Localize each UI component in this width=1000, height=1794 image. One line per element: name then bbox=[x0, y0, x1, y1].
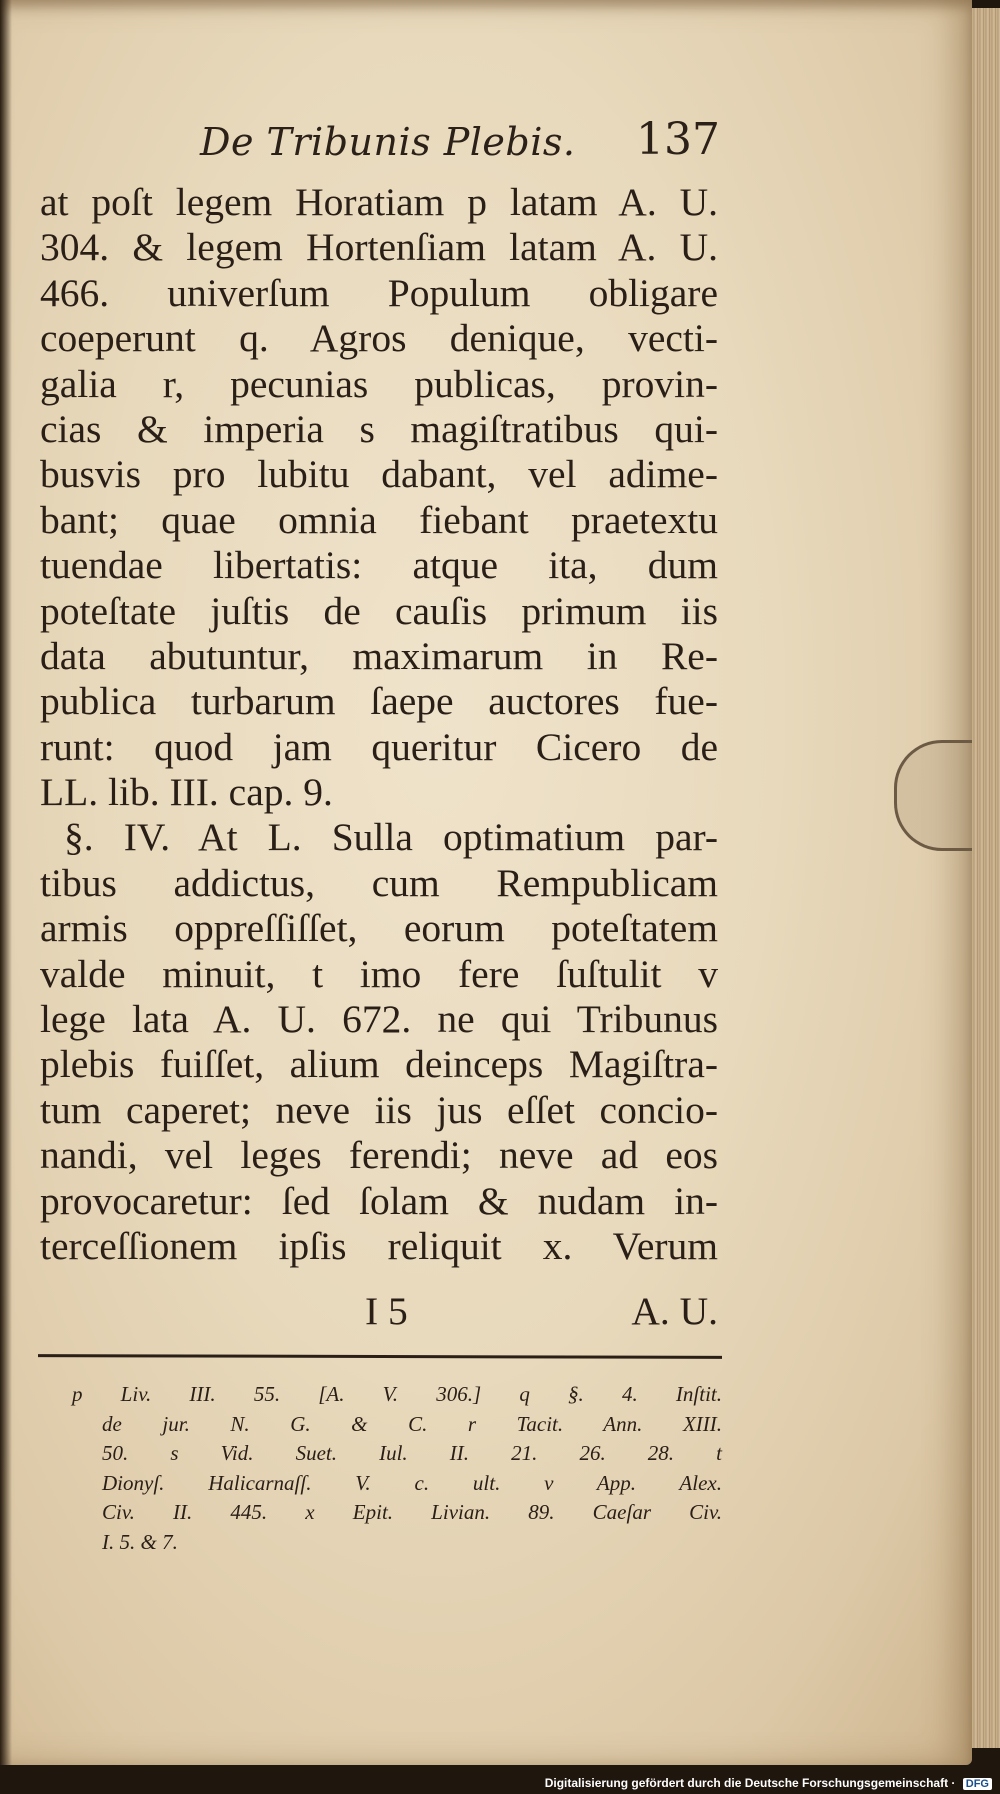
running-head-title: De Tribunis Plebis. bbox=[200, 120, 576, 164]
text-line: valde minuit, t imo fere ſuſtulit v bbox=[40, 951, 718, 996]
main-text bbox=[40, 180, 718, 1269]
signature-mark: I 5 bbox=[365, 1289, 408, 1333]
dfg-logo: DFG bbox=[963, 1778, 992, 1790]
text-line: tuendae libertatis: atque ita, dum bbox=[40, 543, 718, 588]
text-line: terceſſionem ipſis reliquit x. Verum bbox=[40, 1223, 718, 1268]
credit-text: Digitalisierung gefördert durch die Deutsche Forschungsgemeinschaft · bbox=[544, 1776, 956, 1790]
page-clip bbox=[894, 740, 972, 851]
footnote-line: I. 5. & 7. bbox=[102, 1529, 178, 1554]
footnotes bbox=[72, 1380, 722, 1557]
text-line: poteſtate juſtis de cauſis primum iis bbox=[40, 588, 718, 633]
text-line: plebis fuiſſet, alium deinceps Magiſtra- bbox=[40, 1042, 718, 1087]
text-line: publica turbarum ſaepe auctores fue- bbox=[40, 679, 718, 724]
section-heading-line: §. IV. At L. Sulla optimatium par- bbox=[64, 815, 718, 860]
text-line: runt: quod jam queritur Cicero de bbox=[40, 724, 718, 769]
text-line: provocaretur: ſed ſolam & nudam in- bbox=[40, 1178, 718, 1223]
running-head bbox=[200, 110, 720, 170]
text-line: 304. & legem Hortenſiam latam A. U. bbox=[40, 225, 718, 270]
text-line: nandi, vel leges ferendi; neve ad eos bbox=[40, 1133, 718, 1178]
text-line: 466. univerſum Populum obligare bbox=[40, 270, 718, 315]
text-line: coeperunt q. Agros denique, vecti- bbox=[40, 316, 718, 361]
digitization-credit bbox=[545, 1776, 992, 1790]
catchword: A. U. bbox=[631, 1289, 718, 1333]
text-line: tum caperet; neve iis jus eſſet concio- bbox=[40, 1087, 718, 1132]
text-line: busvis pro lubitu dabant, vel adime- bbox=[40, 452, 718, 497]
footnote-line: de jur. N. G. & C. r Tacit. Ann. XIII. bbox=[102, 1411, 722, 1436]
footnote-line: 50. s Vid. Suet. Iul. II. 21. 26. 28. t bbox=[102, 1441, 722, 1465]
text-line: lege lata A. U. 672. ne qui Tribunus bbox=[40, 997, 718, 1042]
text-line: armis oppreſſiſſet, eorum poteſtatem bbox=[40, 906, 718, 951]
text-line: galia r, pecunias publicas, provin- bbox=[40, 361, 718, 406]
text-line: at poſt legem Horatiam p latam A. U. bbox=[40, 180, 718, 224]
signature-line bbox=[40, 1288, 718, 1338]
text-line: cias & imperia s magiſtratibus qui- bbox=[40, 406, 718, 451]
footnote-line: Civ. II. 445. x Epit. Livian. 89. Caeſar Civ. bbox=[102, 1500, 722, 1524]
footnote-line: Dionyſ. Halicarnaſſ. V. c. ult. v App. Alex. bbox=[102, 1470, 722, 1495]
footnote-rule bbox=[38, 1354, 722, 1359]
footnote-line: p Liv. III. 55. [A. V. 306.] q §. 4. Inſtit. bbox=[72, 1382, 722, 1406]
text-line: tibus addictus, cum Rempublicam bbox=[40, 860, 718, 905]
text-line: LL. lib. III. cap. 9. bbox=[40, 770, 333, 815]
page-number: 137 bbox=[636, 114, 720, 165]
text-line: bant; quae omnia fiebant praetextu bbox=[40, 497, 718, 542]
text-line: data abutuntur, maximarum in Re- bbox=[40, 633, 718, 678]
